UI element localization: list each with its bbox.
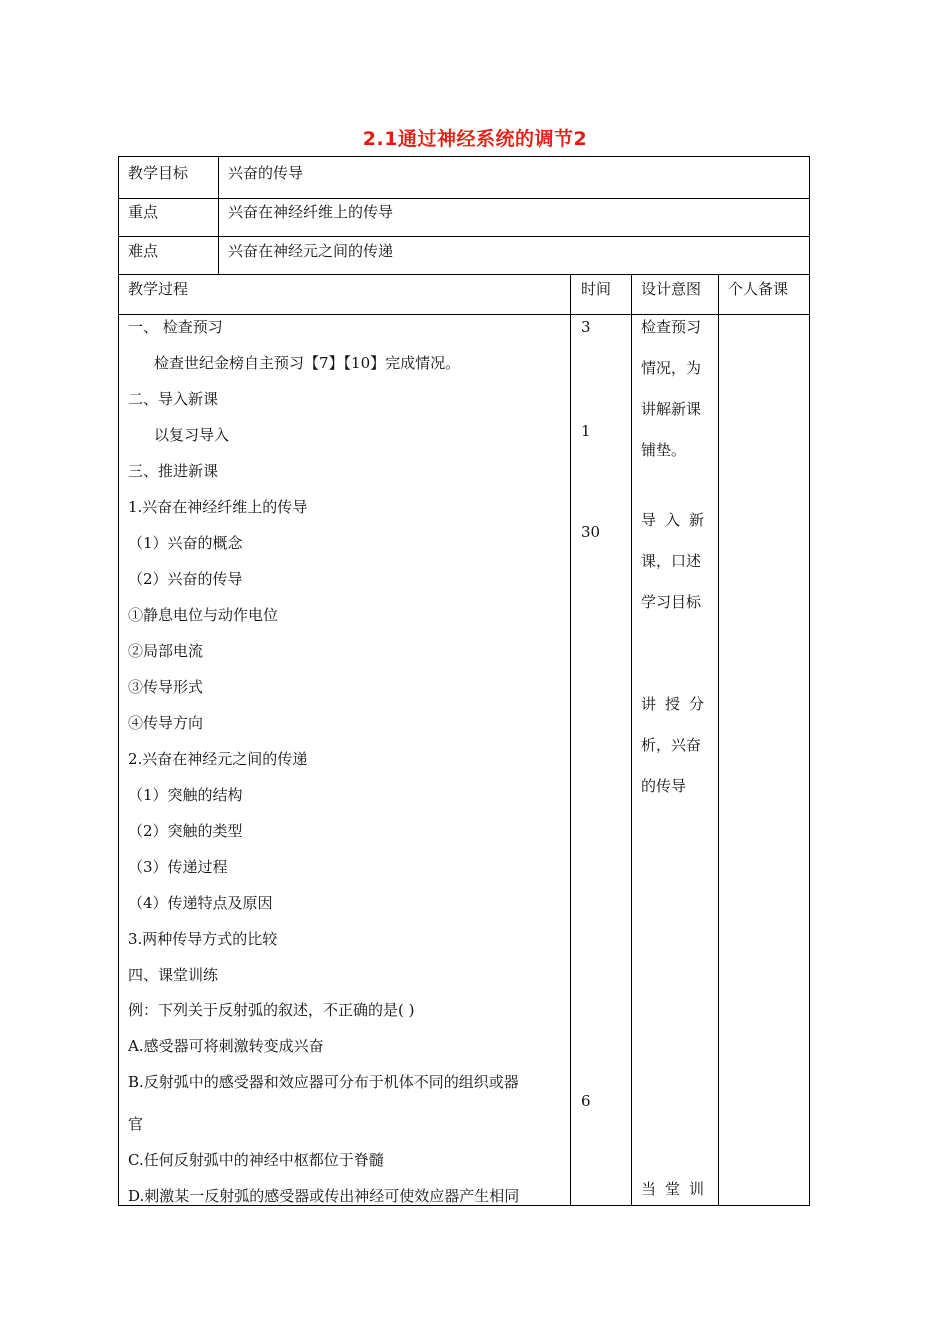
process-line: 一、 检查预习 <box>128 318 223 336</box>
design-line: 学习目标 <box>641 593 702 611</box>
process-line: A.感受器可将刺激转变成兴奋 <box>128 1037 324 1055</box>
process-line: （4）传递特点及原因 <box>128 894 273 912</box>
row-divider <box>118 198 810 199</box>
process-line: （2）突触的类型 <box>128 822 243 840</box>
process-line: ①静息电位与动作电位 <box>128 606 279 624</box>
design-line: 讲解新课 <box>641 400 702 418</box>
objective-label: 教学目标 <box>128 164 189 182</box>
column-divider <box>218 156 219 274</box>
process-line: D.刺激某一反射弧的感受器或传出神经可使效应器产生相同 <box>128 1187 520 1205</box>
key-point-value: 兴奋在神经纤维上的传导 <box>228 203 394 221</box>
design-line: 课，口述 <box>641 552 702 570</box>
time-value: 6 <box>581 1092 591 1110</box>
design-line: 的传导 <box>641 777 687 795</box>
process-line: ④传导方向 <box>128 714 204 732</box>
process-line: 3.两种传导方式的比较 <box>128 930 278 948</box>
time-value: 3 <box>581 318 591 336</box>
difficulty-label: 难点 <box>128 242 159 260</box>
time-value: 30 <box>581 523 601 541</box>
design-line: 析，兴奋 <box>641 736 702 754</box>
process-line: （3）传递过程 <box>128 858 228 876</box>
design-line: 铺垫。 <box>641 441 687 459</box>
process-line: 例：下列关于反射弧的叙述，不正确的是( ) <box>128 1001 415 1019</box>
column-divider <box>718 274 719 1206</box>
difficulty-value: 兴奋在神经元之间的传递 <box>228 242 394 260</box>
process-line: 以复习导入 <box>154 426 230 444</box>
design-line: 检查预习 <box>641 318 702 336</box>
header-notes: 个人备课 <box>728 280 789 298</box>
process-line: 2.兴奋在神经元之间的传递 <box>128 750 308 768</box>
document-title: 2.1通过神经系统的调节2 <box>362 128 588 150</box>
key-point-label: 重点 <box>128 203 159 221</box>
process-line: （1）突触的结构 <box>128 786 243 804</box>
row-divider <box>118 236 810 237</box>
header-design: 设计意图 <box>641 280 702 298</box>
process-line: ③传导形式 <box>128 678 204 696</box>
column-divider <box>570 274 571 1206</box>
process-line: B.反射弧中的感受器和效应器可分布于机体不同的组织或器 <box>128 1073 519 1091</box>
process-line: C.任何反射弧中的神经中枢都位于脊髓 <box>128 1151 384 1169</box>
objective-value: 兴奋的传导 <box>228 164 304 182</box>
process-line: ②局部电流 <box>128 642 204 660</box>
header-process: 教学过程 <box>128 280 189 298</box>
process-line: （1）兴奋的概念 <box>128 534 243 552</box>
design-line: 讲授分 <box>641 695 714 713</box>
process-line: 三、推进新课 <box>128 462 219 480</box>
process-line: 检查世纪金榜自主预习【7】【10】完成情况。 <box>154 354 461 372</box>
process-line: 四、课堂训练 <box>128 966 219 984</box>
process-line: 二、导入新课 <box>128 390 219 408</box>
row-divider <box>118 314 810 315</box>
row-divider <box>118 274 810 275</box>
time-value: 1 <box>581 422 591 440</box>
design-line: 情况，为 <box>641 359 702 377</box>
process-line: （2）兴奋的传导 <box>128 570 243 588</box>
process-line: 1.兴奋在神经纤维上的传导 <box>128 498 308 516</box>
process-line: 官 <box>128 1115 144 1133</box>
design-line: 当堂训 <box>641 1180 714 1198</box>
design-line: 导入新 <box>641 511 714 529</box>
column-divider <box>631 274 632 1206</box>
header-time: 时间 <box>581 280 612 298</box>
